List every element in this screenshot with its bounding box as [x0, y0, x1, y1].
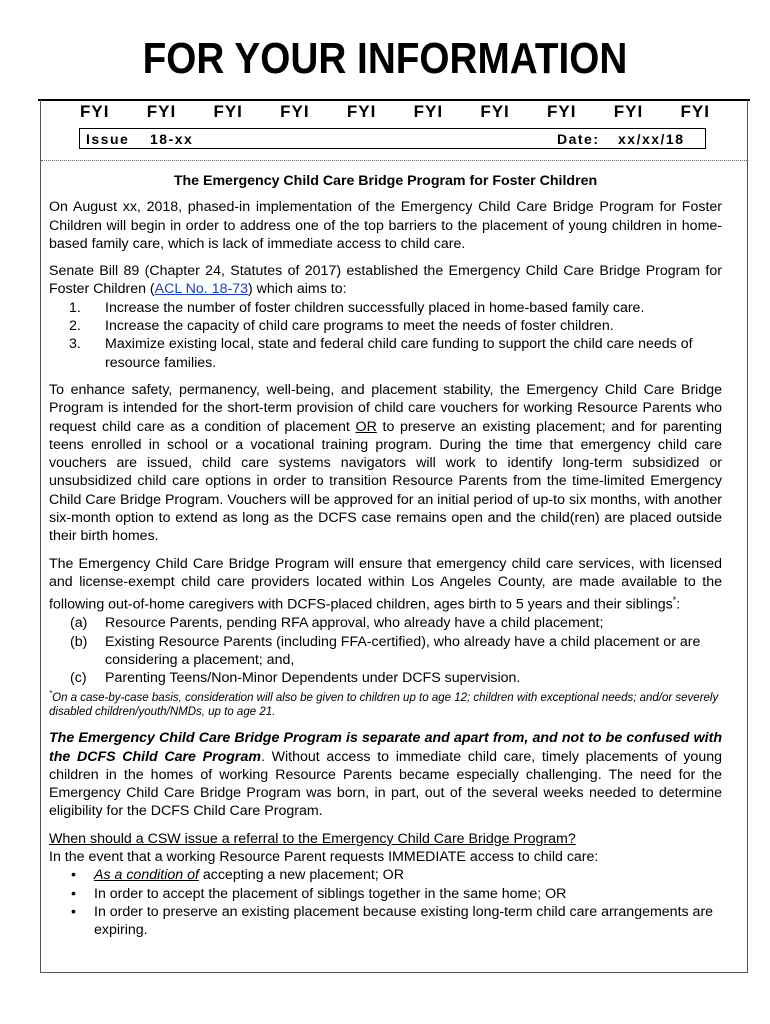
fyi-label: FYI: [346, 102, 377, 121]
list-item: • In order to accept the placement of siblings together in the same home; OR: [71, 885, 567, 902]
fyi-banner: [80, 102, 710, 124]
fyi-label: FYI: [547, 102, 577, 121]
date-value: xx/xx/18: [618, 131, 685, 147]
fyi-label: FYI: [80, 102, 110, 121]
fyi-label: FYI: [146, 102, 177, 121]
footnote: *On a case-by-case basis, consideration will also be given to children up to age 12; children with exceptional needs; and/or severely disabled children/youth/NMDs, up to age 21.: [49, 689, 719, 719]
intro-paragraph: On August xx, 2018, phased-in implementation of the Emergency Child Care Bridge Program for Foster Children will begin in order to address one of the top barriers to the placement of young children in home-based family care, which is lack of immediate access to child care.: [49, 199, 722, 252]
acl-link[interactable]: ACL No. 18-73: [154, 281, 248, 298]
bullet-icon: •: [71, 867, 76, 884]
purpose-paragraph: To enhance safety, permanency, well-being, and placement stability, the Emergency Child Care Bridge Program is intended for the short-term provision of child care vouchers for working Resource Parents who request child care as a condition of placement OR to preserve an existing placement; and for parenting teens enrolled in school or a vocational training program. During the time that emergency child care vouchers are issued, child care systems navigators will work to identify long-term subsidized or unsubsidized child care options in order to transition Resource Parents from the time-limited Emergency Child Care Bridge Program. Vouchers will be approved for an initial period of up-to six months, with another six-month option to extend as long as the DCFS case remains open and the child(ren) are placed outside their birth homes.: [49, 381, 722, 545]
section-title: The Emergency Child Care Bridge Program for Foster Children: [173, 173, 598, 189]
date-label: Date:: [557, 131, 600, 147]
fyi-label: FYI: [213, 102, 243, 121]
bullet-icon: •: [71, 885, 76, 902]
referral-intro: In the event that a working Resource Parent requests IMMEDIATE access to child care:: [49, 849, 599, 866]
referral-bullets: [49, 866, 722, 939]
list-item: (b) Existing Resource Parents (including FFA-certified), who already have a child placement or are considering a placement; and,: [70, 633, 701, 668]
fyi-label: FYI: [480, 102, 510, 121]
bullet-icon: •: [71, 903, 76, 920]
fyi-label: FYI: [613, 102, 644, 121]
separation-paragraph: The Emergency Child Care Bridge Program is separate and apart from, and not to be confused with the DCFS Child Care Program. Without access to immediate child care, timely placements of young children in the homes of working Resource Parents became especially challenging. The need for the Emergency Child Care Bridge Program was born, in part, out of the several weeks needed to determine eligibility for the DCFS Child Care Program.: [49, 730, 722, 820]
list-item: (a) Resource Parents, pending RFA approval, who already have a child placement;: [70, 615, 604, 632]
list-item: 3. Maximize existing local, state and federal child care funding to support the child care needs of resource families.: [69, 336, 693, 371]
dotted-divider: [41, 160, 747, 161]
referral-heading: When should a CSW issue a referral to the Emergency Child Care Bridge Program?: [49, 830, 576, 847]
list-item: 1. Increase the number of foster children successfully placed in home-based family care.: [69, 299, 645, 316]
fyi-label: FYI: [413, 102, 444, 121]
list-item: • In order to preserve an existing placement because existing long-term child care arrangements are expiring.: [71, 903, 714, 939]
caregivers-list: [49, 614, 722, 687]
document-body: [49, 172, 722, 940]
list-item: • As a condition of accepting a new placement; OR: [71, 867, 404, 884]
issue-label: Issue: [86, 131, 130, 147]
eligibility-paragraph: The Emergency Child Care Bridge Program will ensure that emergency child care services, with licensed and license-exempt child care providers located within Los Angeles County, are made available to the following out-of-home caregivers with DCFS-placed children, ages birth to 5 years and their siblings*:: [49, 555, 722, 613]
issue-date-box: [79, 128, 706, 149]
senate-bill-paragraph: Senate Bill 89 (Chapter 24, Statutes of 2017) established the Emergency Child Care Bridge Program for Foster Children (ACL No. 18-73) which aims to:: [49, 263, 722, 298]
referral-section: [49, 830, 722, 867]
fyi-label: FYI: [280, 102, 310, 121]
list-item: (c) Parenting Teens/Non-Minor Dependents under DCFS supervision.: [70, 670, 521, 687]
aims-list: [49, 299, 722, 372]
fyi-label: FYI: [680, 102, 710, 121]
issue-number: 18-xx: [150, 131, 194, 147]
page-title: FOR YOUR INFORMATION: [142, 34, 628, 83]
list-item: 2. Increase the capacity of child care programs to meet the needs of foster children.: [69, 318, 614, 335]
